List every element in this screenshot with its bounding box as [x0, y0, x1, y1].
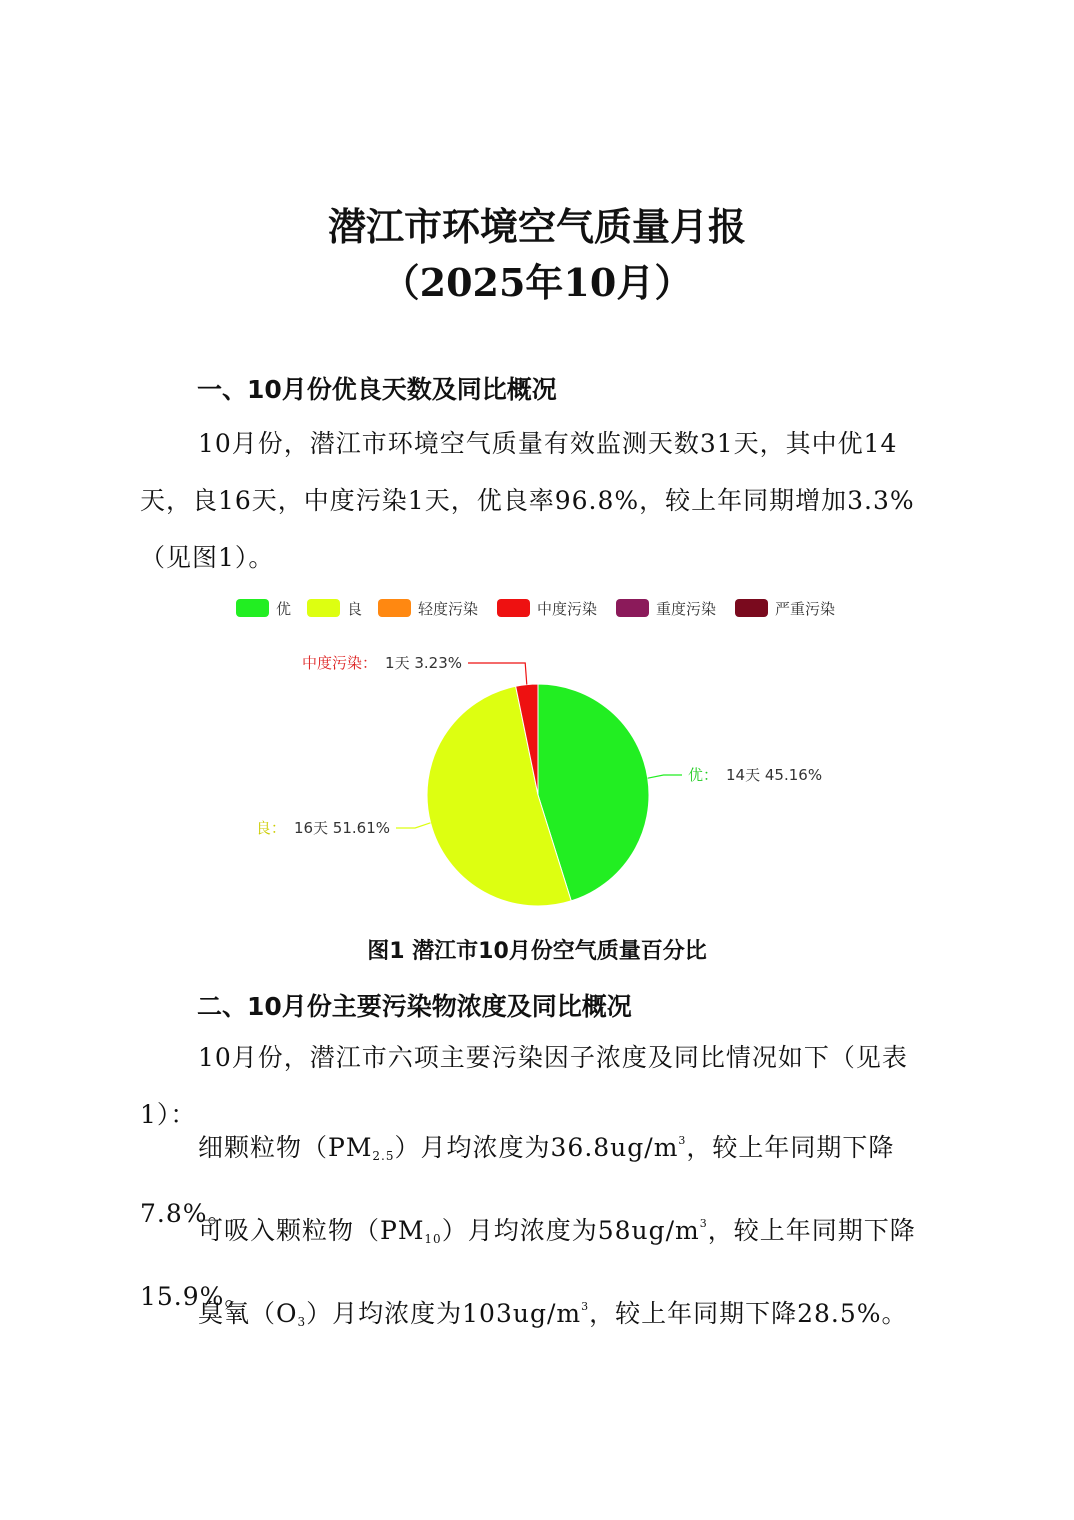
legend-label-5[interactable]: 严重污染	[775, 600, 836, 618]
pm10-pre: 可吸入颗粒物（PM	[198, 1216, 425, 1245]
section1-paragraph: 10月份，潜江市环境空气质量有效监测天数31天，其中优14天，良16天，中度污染1天，优良率96.8%，较上年同期增加3.3%（见图1）。	[140, 429, 915, 572]
legend-swatch-1[interactable]	[307, 599, 340, 617]
pm25-post: ，较上年同期下降7.8%。	[140, 1133, 895, 1228]
pie-label-name-2: 中度污染：	[302, 654, 378, 672]
pm25-mid: ）月均浓度为36.8ug/m	[394, 1133, 679, 1162]
o3-sup: 3	[581, 1300, 590, 1313]
o3-post: ，较上年同期下降28.5%。	[589, 1299, 908, 1328]
legend-label-4[interactable]: 重度污染	[656, 600, 717, 618]
pie-leader-0	[648, 775, 682, 778]
legend-label-2[interactable]: 轻度污染	[418, 600, 479, 618]
pie-label-value-1: 16天 51.61%	[293, 819, 390, 837]
section2-intro: 10月份，潜江市六项主要污染因子浓度及同比情况如下（见表1）：	[140, 1043, 908, 1129]
pie-label-value-2: 1天 3.23%	[385, 654, 462, 672]
pm10-mid: ）月均浓度为58ug/m	[441, 1216, 700, 1245]
pie-label-0	[688, 766, 822, 784]
report-title: 潜江市环境空气质量月报	[327, 204, 746, 249]
pm10-sub: 10	[424, 1232, 442, 1246]
pie-leader-2	[468, 663, 527, 685]
legend-swatch-4[interactable]	[616, 599, 649, 617]
pie-label-1	[256, 819, 390, 837]
legend-swatch-0[interactable]	[236, 599, 269, 617]
pm10-post: ，较上年同期下降15.9%。	[140, 1216, 916, 1311]
o3-mid: ）月均浓度为103ug/m	[306, 1299, 582, 1328]
legend-label-0[interactable]: 优	[276, 600, 292, 618]
pie-leader-1	[396, 823, 431, 828]
pm25-sub: 2.5	[372, 1149, 395, 1163]
pie-label-2	[302, 654, 462, 672]
legend-label-3[interactable]: 中度污染	[537, 600, 598, 618]
pie-label-name-0: 优：	[688, 766, 719, 784]
legend-label-1[interactable]: 良	[347, 600, 363, 618]
pie-label-value-0: 14天 45.16%	[726, 766, 823, 784]
o3-pre: 臭氧（O	[198, 1299, 298, 1328]
section1-heading: 一、10月份优良天数及同比概况	[197, 375, 557, 404]
pie-label-name-1: 良：	[255, 819, 286, 837]
report-period: （2025年10月）	[381, 260, 693, 305]
legend-swatch-3[interactable]	[497, 599, 530, 617]
air-quality-pie-chart	[0, 590, 1074, 930]
o3-sub: 3	[297, 1315, 307, 1329]
pie-slices	[427, 684, 649, 906]
pm25-pre: 细颗粒物（PM	[198, 1133, 373, 1162]
legend-swatch-2[interactable]	[378, 599, 411, 617]
section2-heading: 二、10月份主要污染物浓度及同比概况	[197, 992, 632, 1021]
pm25-sup: 3	[678, 1134, 687, 1147]
pm10-sup: 3	[699, 1217, 708, 1230]
chart-legend	[236, 599, 835, 618]
legend-swatch-5[interactable]	[735, 599, 768, 617]
figure1-caption: 图1 潜江市10月份空气质量百分比	[367, 939, 707, 964]
o3-paragraph	[140, 1278, 935, 1351]
